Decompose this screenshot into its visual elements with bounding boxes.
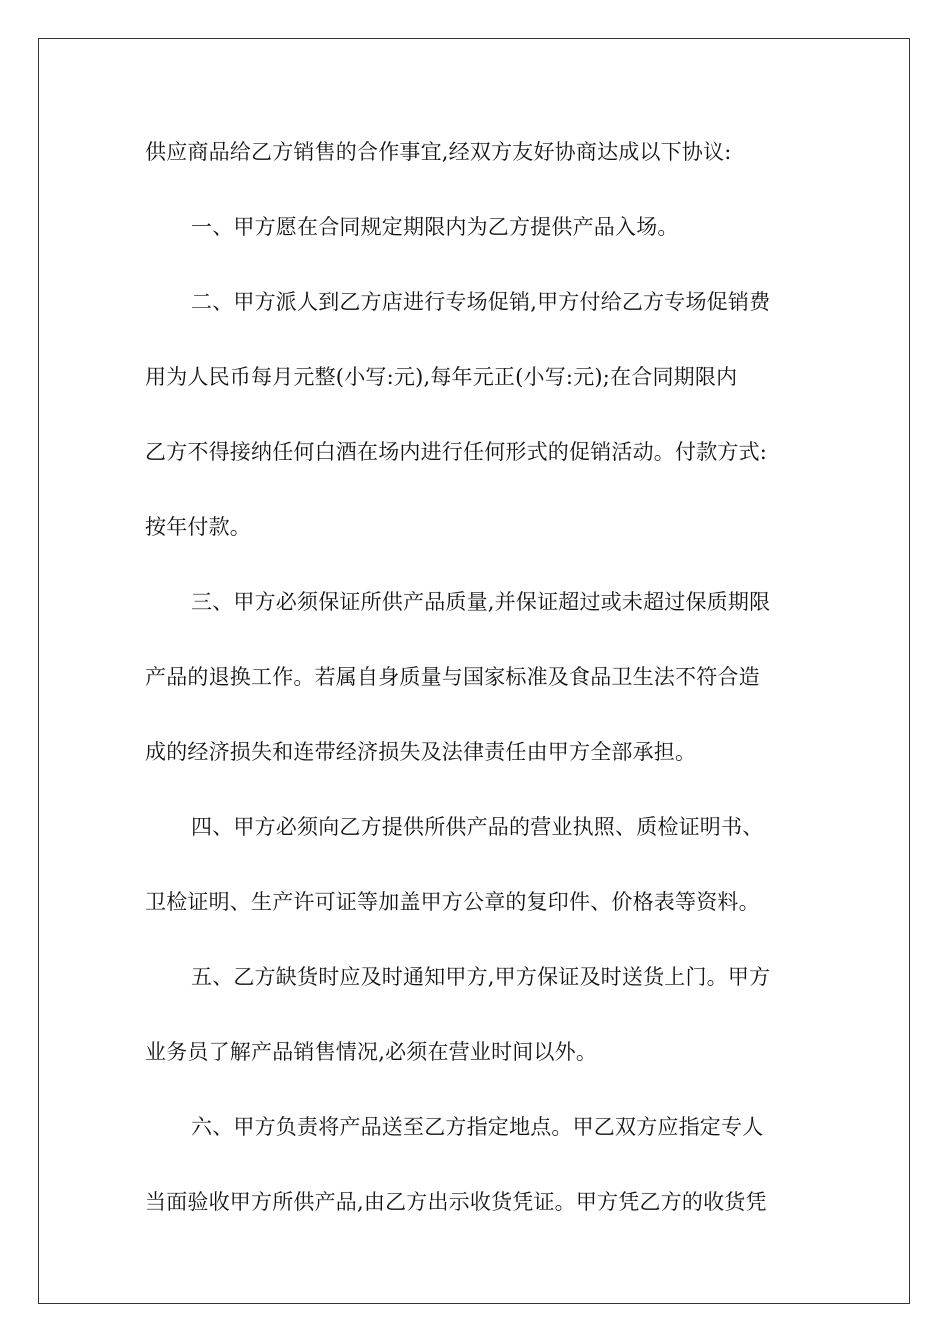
clause-5-line: 五、乙方缺货时应及时通知甲方,甲方保证及时送货上门。甲方 xyxy=(191,965,771,989)
clause-1-line: 一、甲方愿在合同规定期限内为乙方提供产品入场。 xyxy=(191,215,679,239)
text-line: 当面验收甲方所供产品,由乙方出示收货凭证。甲方凭乙方的收货凭 xyxy=(145,1190,767,1214)
text-line: 供应商品给乙方销售的合作事宜,经双方友好协商达成以下协议: xyxy=(145,140,732,164)
text-line: 用为人民币每月元整(小写:元),每年元正(小写:元);在合同期限内 xyxy=(145,365,738,389)
text-line: 按年付款。 xyxy=(145,515,251,539)
text-line: 产品的退换工作。若属自身质量与国家标准及食品卫生法不符合造 xyxy=(145,665,760,689)
clause-3-line: 三、甲方必须保证所供产品质量,并保证超过或未超过保质期限 xyxy=(191,590,771,614)
clause-2-line: 二、甲方派人到乙方店进行专场促销,甲方付给乙方专场促销费 xyxy=(191,290,771,314)
text-line: 卫检证明、生产许可证等加盖甲方公章的复印件、价格表等资料。 xyxy=(145,890,760,914)
clause-4-line: 四、甲方必须向乙方提供所供产品的营业执照、质检证明书、 xyxy=(191,815,764,839)
clause-6-line: 六、甲方负责将产品送至乙方指定地点。甲乙双方应指定专人 xyxy=(191,1115,764,1139)
text-line: 乙方不得接纳任何白酒在场内进行任何形式的促销活动。付款方式: xyxy=(145,440,768,464)
document-body xyxy=(145,126,810,1251)
text-line: 业务员了解产品销售情况,必须在营业时间以外。 xyxy=(145,1040,598,1064)
text-line: 成的经济损失和连带经济损失及法律责任由甲方全部承担。 xyxy=(145,740,697,764)
